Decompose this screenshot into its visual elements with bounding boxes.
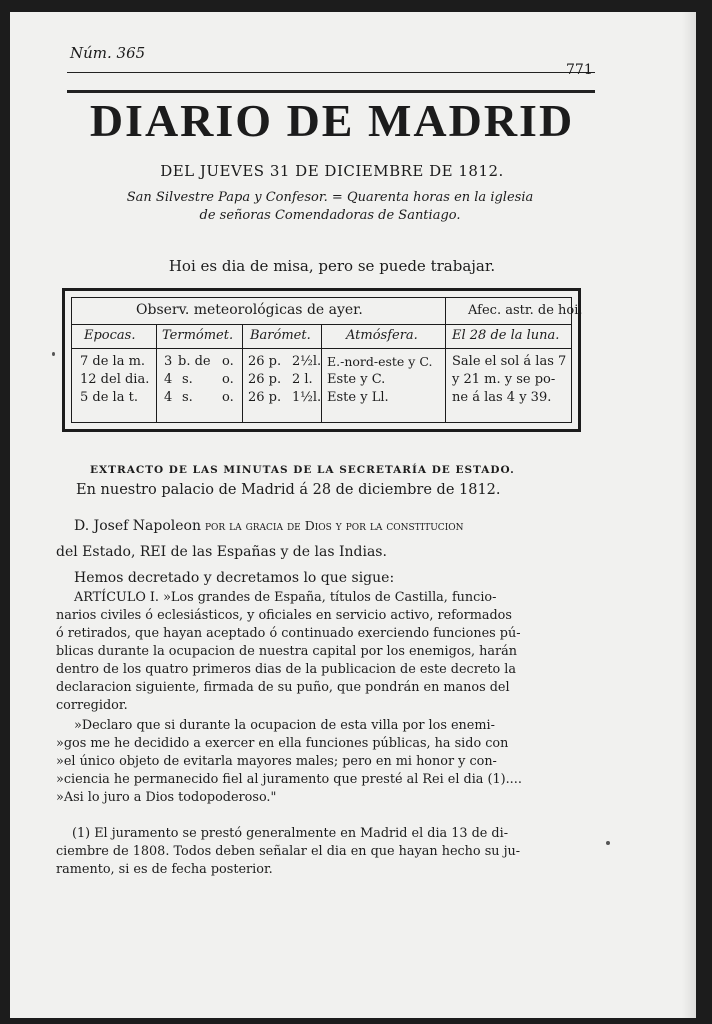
termometro-value: 3 (164, 354, 173, 369)
header-atmosfera: Atmósfera. (346, 328, 418, 343)
weather-table (62, 288, 581, 432)
col-divider-1 (156, 324, 157, 422)
footnote-line: (1) El juramento se prestó generalmente en Madrid el dia 13 de di- (72, 826, 509, 841)
ink-speck (52, 352, 55, 356)
termometro-deg: o. (222, 372, 234, 387)
king-name: D. Josef Napoleon (74, 518, 201, 534)
termometro-deg: o. (222, 354, 234, 369)
header-luna: El 28 de la luna. (452, 328, 560, 343)
epoca-cell: 7 de la m. (80, 354, 146, 369)
col-divider-2 (242, 324, 243, 422)
article-heading: EXTRACTO DE LAS MINUTAS DE LA SECRETARÍA DE ESTADO. (90, 464, 515, 476)
place-line: En nuestro palacio de Madrid á 28 de diciembre de 1812. (76, 482, 501, 498)
header-epocas: Epocas. (84, 328, 136, 343)
body-line: »el único objeto de evitarla mayores males; pero en mi honor y con- (56, 754, 497, 769)
newspaper-page (10, 12, 696, 1018)
header-rule-thick (67, 90, 595, 93)
astro-line: ne á las 4 y 39. (452, 390, 552, 405)
body-line: declaracion siguiente, firmada de su puño, que pondrán en manos del (56, 680, 510, 695)
epoca-cell: 12 del dia. (80, 372, 150, 387)
epoca-cell: 5 de la t. (80, 390, 138, 405)
body-line: »ciencia he permanecido fiel al juramento que presté al Rei el dia (1).... (56, 772, 522, 787)
astro-line: y 21 m. y se po- (452, 372, 556, 387)
atmosfera-cell: Este y Ll. (327, 390, 389, 405)
header-barometro: Barómet. (250, 328, 311, 343)
body-line: »Declaro que si durante la ocupacion de esta villa por los enemi- (74, 718, 495, 733)
mass-note: Hoi es dia de misa, pero se puede trabajar. (168, 257, 496, 275)
body-line: ó retirados, que hayan aceptado ó continuado exerciendo funciones pú- (56, 626, 521, 641)
body-line: »gos me he decidido a exercer en ella funciones públicas, ha sido con (56, 736, 509, 751)
body-line: ARTÍCULO I. »Los grandes de España, títulos de Castilla, funcio- (74, 590, 497, 605)
barometro-value: 26 p. (248, 390, 282, 405)
barometro-value: 26 p. (248, 354, 282, 369)
issue-number: Núm. 365 (70, 44, 146, 62)
astro-line: Sale el sol á las 7 (452, 354, 567, 369)
termometro-value: 4 (164, 372, 173, 387)
termometro-value: 4 (164, 390, 173, 405)
atmosfera-cell: E.-nord-este y C. (327, 354, 433, 369)
footnote-line: ramento, si es de fecha posterior. (56, 862, 273, 877)
body-line: blicas durante la ocupacion de nuestra capital por los enemigos, harán (56, 644, 518, 659)
col-divider-3 (321, 324, 322, 422)
page-edge-shadow (682, 12, 696, 1018)
masthead-title: DIARIO DE MADRID (89, 95, 575, 146)
header-termometro: Termómet. (162, 328, 234, 343)
king-line-2: del Estado, REI de las Españas y de las Indias. (56, 544, 387, 560)
termometro-scale: b. de (178, 354, 211, 369)
decree-line: Hemos decretado y decretamos lo que sigue: (74, 570, 395, 586)
page-number: 771 (566, 62, 593, 78)
barometro-lines: 2½l. (292, 354, 322, 369)
footnote-line: ciembre de 1808. Todos deben señalar el dia en que hayan hecho su ju- (56, 844, 521, 859)
atmosfera-cell: Este y C. (327, 372, 386, 387)
weather-table-inner (71, 297, 583, 423)
body-line: dentro de los quatro primeros dias de la publicacion de este decreto la (56, 662, 517, 677)
body-line: »Asi lo juro a Dios todopoderoso." (56, 790, 277, 805)
termometro-scale: s. (182, 390, 193, 405)
saints-line-2: de señoras Comendadoras de Santiago. (199, 208, 461, 223)
body-line: narios civiles ó eclesiásticos, y oficiales en servicio activo, reformados (56, 608, 512, 623)
astro-title: Afec. astr. de hoi. (468, 303, 583, 318)
header-rule-thin (67, 72, 595, 73)
king-line-1 (74, 518, 464, 534)
body-line: corregidor. (56, 698, 128, 713)
barometro-lines: 2 l. (292, 372, 313, 387)
barometro-lines: 1½l. (292, 390, 322, 405)
weather-title: Observ. meteorológicas de ayer. (136, 302, 363, 318)
date-line: DEL JUEVES 31 DE DICIEMBRE DE 1812. (160, 162, 504, 180)
col-divider-4 (445, 298, 446, 422)
termometro-scale: s. (182, 372, 193, 387)
saints-line-1: San Silvestre Papa y Confesor. = Quarenta horas en la iglesia (126, 190, 534, 205)
barometro-value: 26 p. (248, 372, 282, 387)
ink-speck (606, 841, 610, 845)
termometro-deg: o. (222, 390, 234, 405)
king-title: por la gracia de Dios y por la constitucion (200, 518, 464, 533)
